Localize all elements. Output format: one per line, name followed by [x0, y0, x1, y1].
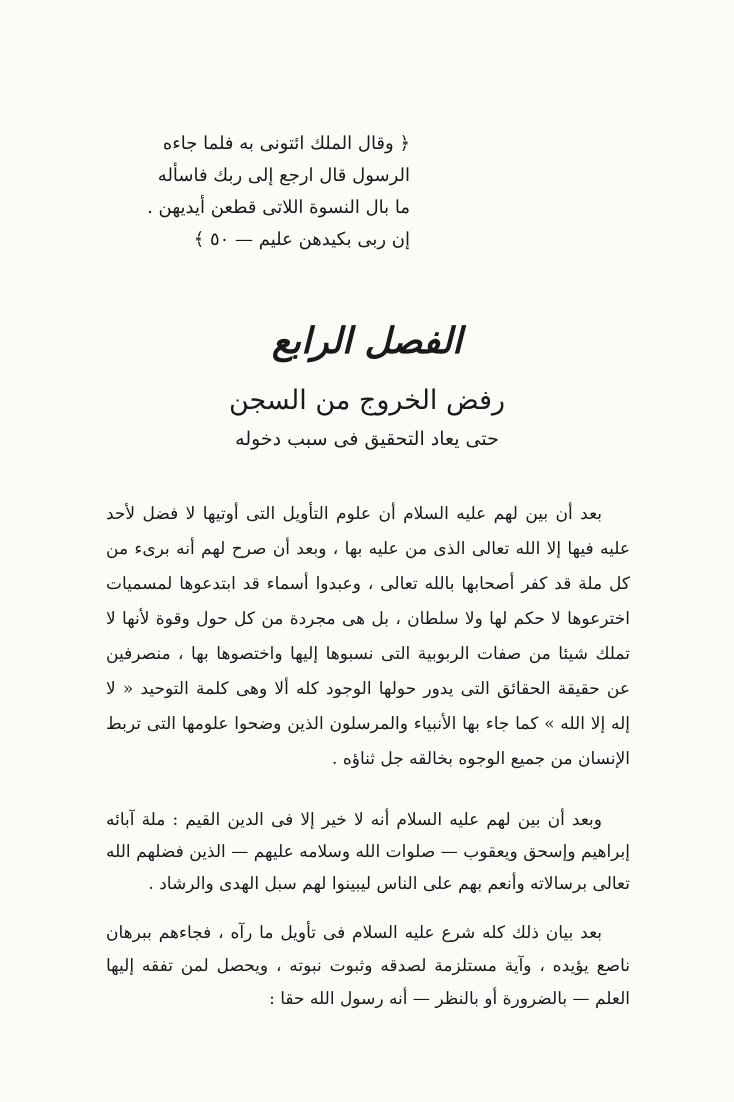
body-paragraph: بعد بيان ذلك كله شرع عليه السلام فى تأويل ما رآه ، فجاءهم ببرهان ناصع يؤيده ، وآية مستلزمة لصدقه وثبوت نبوته ، ويحصل لمن تفقه إليها العلم — بالضرورة أو بالنظر — أنه رسول الله حقا : — [106, 923, 630, 1009]
chapter-heading: الفصل الرابع — [271, 320, 463, 362]
verse-line: الرسول قال ارجع إلى ربك فاسأله — [157, 165, 410, 186]
verse-line: ﴿ وقال الملك ائتونى به فلما جاءه — [162, 133, 410, 154]
verse-line: ما بال النسوة اللاتى قطعن أيديهن . — [147, 197, 410, 218]
verse-line: إن ربى بكيدهن عليم — ٥٠ ﴾ — [193, 229, 410, 250]
chapter-subtitle: حتى يعاد التحقيق فى سبب دخوله — [235, 428, 499, 450]
body-paragraph: بعد أن بين لهم عليه السلام أن علوم التأويل التى أوتيها لا فضل لأحد عليه فيها إلا الله تعالى الذى من عليه بها ، وبعد أن صرح لهم أنه برىء من كل ملة قد كفر أصحابها بالله تعالى ، وعبدوا أسماء قد ابتدعوها لمسميات اخترعوها لا حكم لها ولا سلطان ، بل هى مجردة من كل حول وقوة لأنها لا تملك شيئا من صفات الربوبية التى نسبوها إليها واختصوها بها ، منصرفين عن حقيقة الحقائق التى يدور حولها الوجود كله ألا وهى كلمة التوحيد « لا إله إلا الله » كما جاء بها الأنبياء والمرسلون الذين وضحوا علومها التى تربط الإنسان من جميع الوجوه بخالقه جل ثناؤه . — [106, 504, 630, 769]
chapter-title: رفض الخروج من السجن — [228, 385, 506, 416]
quran-verse-block — [110, 128, 410, 256]
body-paragraph: وبعد أن بين لهم عليه السلام أنه لا خير إلا فى الدين القيم : ملة آبائه إبراهيم وإسحق ويعقوب — صلوات الله وسلامه عليهم — الذين فضلهم الله تعالى برسالاته وأنعم بهم على الناس ليبينوا لهم سبل الهدى والرشاد . — [106, 810, 630, 894]
